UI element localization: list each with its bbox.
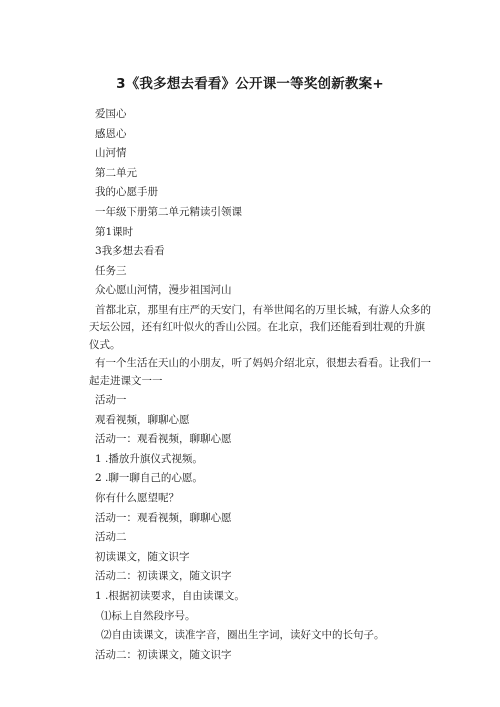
text-line: 第1课时: [95, 225, 134, 238]
text-line: 你有什么愿望呢？: [95, 491, 179, 504]
text-line: 1 .根据初读要求，自由读课文。: [95, 589, 245, 602]
document-title: 3《我多想去看看》公开课一等奖创新教案+: [116, 76, 384, 92]
text-line: 众心愿山河情，漫步祖国河山: [95, 284, 232, 297]
paragraph: [89, 355, 435, 390]
text-line: 任务三: [95, 264, 127, 277]
text-line: 山河情: [95, 147, 127, 160]
text-line: 初读课文，随文识字: [95, 550, 190, 563]
text-line: 活动一：观看视频，聊聊心愿: [95, 511, 232, 524]
text-line: 活动一: [95, 393, 127, 406]
text-line: 活动一：观看视频，聊聊心愿: [95, 433, 232, 446]
text-line: 一年级下册第二单元精读引领课: [95, 205, 242, 218]
text-line: ⑵自由读课文，读准字音，圈出生字词，读好文中的长句子。: [101, 629, 385, 642]
text-line: 活动二：初读课文，随文识字: [95, 648, 232, 661]
text-line: 我的心愿手册: [95, 186, 158, 199]
document-body: [89, 105, 435, 665]
text-line: 感恩心: [95, 127, 127, 140]
text-line: ⑴标上自然段序号。: [101, 609, 196, 622]
text-line: 活动二: [95, 531, 127, 544]
text-line: 爱国心: [95, 108, 127, 120]
paragraph-text: 有一个生活在天山的小朋友，听了妈妈介绍北京，很想去看看。让我们一起走进课文一一: [89, 357, 431, 387]
text-line: 2 .聊一聊自己的心愿。: [95, 472, 203, 485]
text-line: 观看视频，聊聊心愿: [95, 413, 190, 426]
text-line: 3我多想去看看: [95, 245, 165, 258]
text-line: 第二单元: [95, 166, 137, 179]
paragraph: [89, 302, 435, 354]
paragraph-text: 首都北京，那里有庄严的天安门，有举世闻名的万里长城，有游人众多的天坛公园，还有红叶似火的香山公园。在北京，我们还能看到壮观的升旗仪式。: [89, 303, 431, 351]
text-line: 1 .播放升旗仪式视频。: [95, 452, 203, 465]
text-line: 活动二：初读课文，随文识字: [95, 570, 232, 583]
